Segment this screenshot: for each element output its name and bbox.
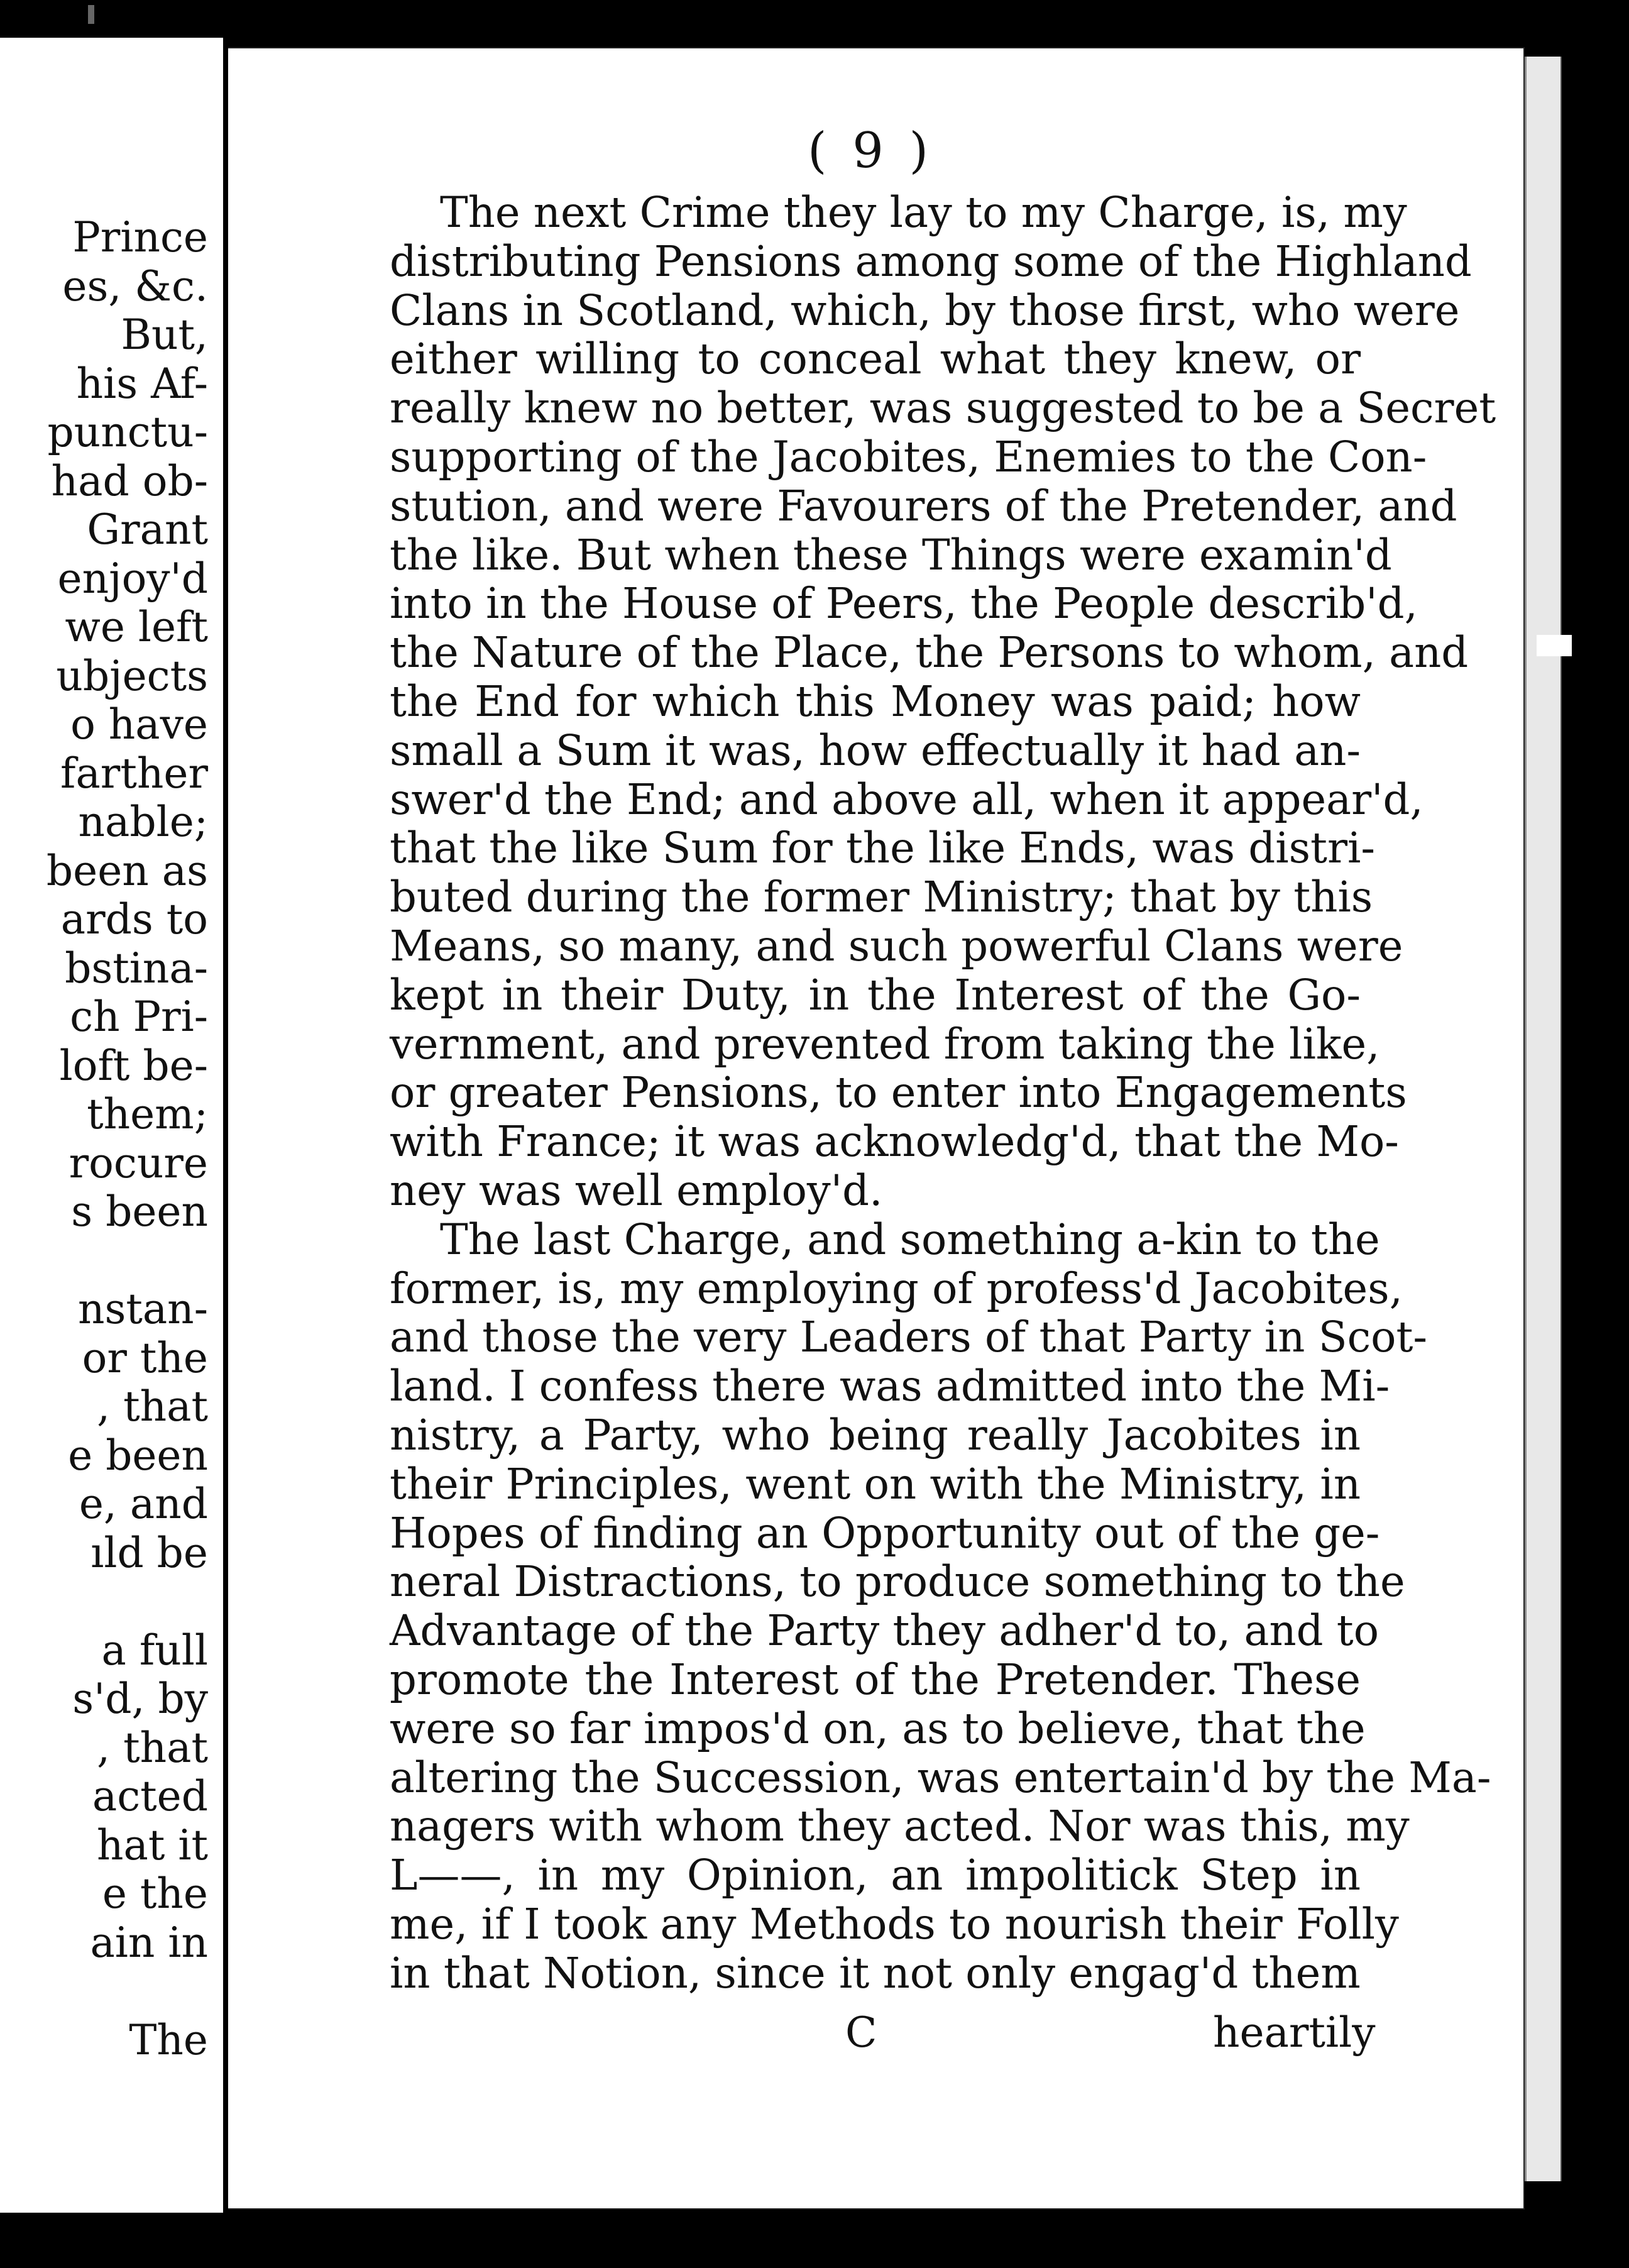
left-page-line: acted bbox=[92, 1772, 208, 1820]
margin-mark bbox=[88, 5, 94, 24]
text-line: promote the Interest of the Pretender. These bbox=[390, 1655, 1361, 1704]
left-page-line: e been bbox=[68, 1431, 208, 1480]
text-line: The next Crime they lay to my Charge, is, my bbox=[440, 188, 1407, 237]
text-line: swer'd the End; and above all, when it appear'd, bbox=[390, 774, 1423, 824]
left-page-line: e, and bbox=[79, 1480, 208, 1528]
left-page-line: we left bbox=[65, 603, 208, 651]
text-line: really knew no better, was suggested to be a Secret bbox=[390, 383, 1496, 433]
left-page-line: ubjects bbox=[56, 651, 208, 700]
left-page-line: enjoy'd bbox=[57, 554, 208, 603]
left-page-line: or the bbox=[82, 1333, 208, 1382]
left-page-line: Grant bbox=[87, 505, 208, 554]
left-page-line: Prince bbox=[72, 213, 208, 261]
left-page-line: s'd, by bbox=[72, 1675, 208, 1723]
text-line: former, is, my employing of profess'd Jacobites, bbox=[390, 1263, 1403, 1313]
left-page-line: been as bbox=[46, 846, 208, 895]
text-line: with France; it was acknowledg'd, that the Mo- bbox=[390, 1117, 1399, 1167]
text-line: small a Sum it was, how effectually it had an- bbox=[390, 725, 1361, 775]
left-page-line: nstan- bbox=[77, 1285, 208, 1333]
text-line: stution, and were Favourers of the Pretender, and bbox=[390, 481, 1457, 531]
text-line: nistry, a Party, who being really Jacobites in bbox=[390, 1411, 1361, 1460]
text-line: altering the Succession, was entertain'd by the Ma- bbox=[390, 1753, 1491, 1802]
text-line: vernment, and prevented from taking the like, bbox=[390, 1019, 1380, 1069]
left-page-line: nable; bbox=[78, 798, 208, 846]
text-line: their Principles, went on with the Ministry, in bbox=[390, 1459, 1361, 1509]
left-page-line: them; bbox=[87, 1090, 208, 1138]
text-line: distributing Pensions among some of the Highland bbox=[390, 236, 1472, 286]
left-page-line: , that bbox=[97, 1723, 208, 1772]
text-line: Hopes of finding an Opportunity out of the ge- bbox=[390, 1508, 1380, 1558]
left-page-line: e the bbox=[102, 1869, 208, 1918]
left-page-line: hat it bbox=[97, 1820, 208, 1869]
left-page-line: s been bbox=[71, 1187, 208, 1236]
left-page-line: bstina- bbox=[65, 944, 208, 993]
text-line: supporting of the Jacobites, Enemies to the Con- bbox=[390, 432, 1427, 482]
text-line: me, if I took any Methods to nourish their Folly bbox=[390, 1900, 1399, 1949]
text-line: the like. But when these Things were examin'd bbox=[390, 530, 1392, 580]
text-line: that the like Sum for the like Ends, was distri- bbox=[390, 823, 1376, 873]
left-page-line: es, &c. bbox=[62, 261, 208, 311]
left-page-line: ıld be bbox=[90, 1528, 208, 1577]
left-page-line: ain in bbox=[90, 1918, 208, 1967]
text-line: nagers with whom they acted. Nor was this, my bbox=[390, 1802, 1410, 1851]
text-line: into in the House of Peers, the People describ'd, bbox=[390, 579, 1418, 629]
text-line: the End for which this Money was paid; how bbox=[390, 677, 1361, 726]
left-page-line: rocure bbox=[69, 1138, 208, 1187]
left-page-line: a full bbox=[101, 1626, 208, 1675]
text-line: Means, so many, and such powerful Clans were bbox=[390, 922, 1403, 971]
text-line: either willing to conceal what they knew, or bbox=[390, 334, 1361, 384]
left-page-line: farther bbox=[60, 749, 208, 798]
left-page-line: But, bbox=[121, 311, 208, 359]
text-line: L——, in my Opinion, an impolitick Step in bbox=[390, 1851, 1361, 1900]
signature-mark: C bbox=[845, 2008, 877, 2057]
page-tab bbox=[1537, 635, 1572, 656]
text-line: neral Distractions, to produce something to the bbox=[390, 1557, 1405, 1607]
text-line: in that Notion, since it not only engag'd them bbox=[390, 1948, 1361, 1998]
text-line: kept in their Duty, in the Interest of the Go- bbox=[390, 970, 1361, 1020]
text-line: were so far impos'd on, as to believe, that the bbox=[390, 1704, 1366, 1753]
left-page-line: punctu- bbox=[47, 408, 208, 456]
left-page-line: o have bbox=[70, 700, 208, 749]
left-page-line: The bbox=[129, 2015, 208, 2064]
left-page-line: loft be- bbox=[59, 1041, 208, 1090]
text-line: or greater Pensions, to enter into Engagements bbox=[390, 1068, 1407, 1118]
text-line: land. I confess there was admitted into the Mi- bbox=[390, 1362, 1390, 1411]
left-page-line: ards to bbox=[60, 895, 208, 944]
left-page-line: had ob- bbox=[51, 456, 208, 505]
text-line: the Nature of the Place, the Persons to whom, and bbox=[390, 628, 1469, 678]
left-page-line: , that bbox=[97, 1382, 208, 1431]
left-page-line: his Af- bbox=[76, 359, 208, 408]
text-line: Advantage of the Party they adher'd to, and to bbox=[390, 1606, 1379, 1656]
text-line: Clans in Scotland, which, by those first, who were bbox=[390, 285, 1460, 335]
text-line: and those the very Leaders of that Party in Scot- bbox=[390, 1313, 1428, 1362]
page-number: ( 9 ) bbox=[808, 123, 934, 179]
book-gutter bbox=[223, 0, 228, 2268]
text-line: ney was well employ'd. bbox=[390, 1166, 883, 1215]
left-page-fragment bbox=[0, 38, 223, 2213]
catchword: heartily bbox=[1213, 2008, 1376, 2057]
left-page-line: ch Pri- bbox=[70, 993, 208, 1041]
page-edge bbox=[1525, 57, 1562, 2181]
text-line: The last Charge, and something a-kin to the bbox=[440, 1214, 1380, 1264]
text-line: buted during the former Ministry; that by this bbox=[390, 873, 1373, 922]
